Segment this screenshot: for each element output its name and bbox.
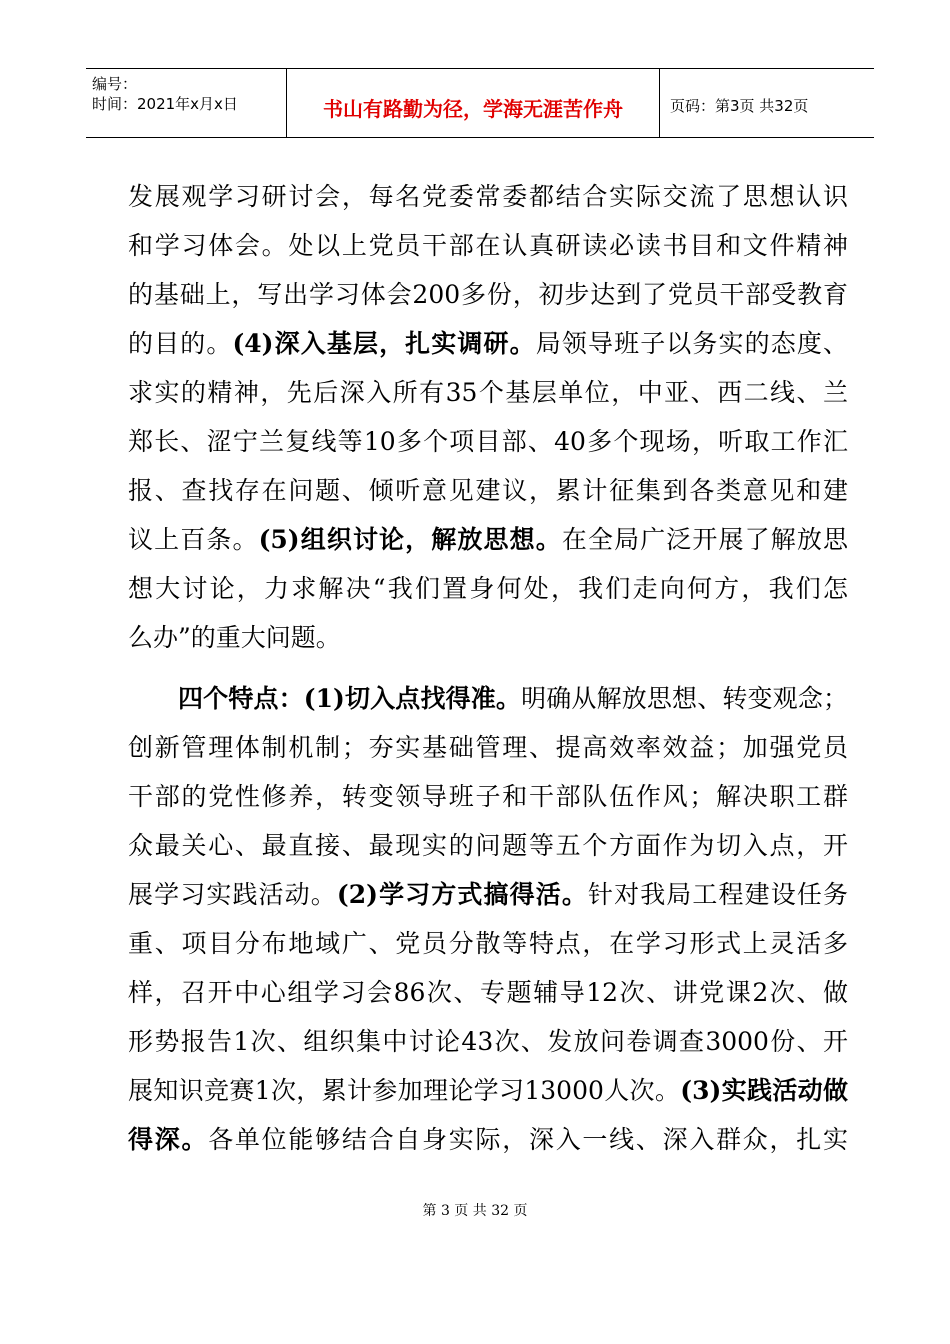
body-text-span: 局领导班子以务实的态度、 (535, 329, 848, 358)
body-text-span: 各单位能够结合自身实际，深入一线、深入群众，扎实 (208, 1125, 848, 1154)
body-line: 郑长、涩宁兰复线等10多个项目部、40多个现场，听取工作汇 (128, 427, 848, 456)
body-line: 样，召开中心组学习会86次、专题辅导12次、讲党课2次、做 (128, 978, 848, 1007)
bold-heading-span: (4)深入基层，扎实调研。 (232, 329, 536, 358)
body-text-span: 在全局广泛开展了解放思 (561, 525, 848, 554)
body-text-span: 明确从解放思想、转变观念； (521, 684, 848, 713)
body-line: 创新管理体制机制；夯实基础管理、提高效率效益；加强党员 (128, 733, 848, 762)
body-line: 形势报告1次、组织集中讨论43次、发放问卷调查3000份、开 (128, 1027, 848, 1056)
bold-heading-span: (3)实践活动做 (680, 1076, 849, 1105)
bold-heading-span: (2)学习方式搞得活。 (336, 880, 588, 909)
document-number-label: 编号： (92, 75, 138, 93)
body-line: 重、项目分布地域广、党员分散等特点，在学习形式上灵活多 (128, 929, 848, 958)
page-footer: 第 3 页 共 32 页 (422, 1203, 528, 1219)
body-line: 么办”的重大问题。 (128, 623, 341, 652)
body-line (128, 674, 848, 723)
bold-heading-span: 得深。 (128, 1125, 209, 1154)
bold-heading-span: 四个特点：(1)切入点找得准。 (178, 684, 522, 713)
body-text-span: 展学习实践活动。 (128, 880, 337, 909)
body-line: 报、查找存在问题、倾听意见建议，累计征集到各类意见和建 (128, 476, 848, 505)
body-text-span: 的目的。 (128, 329, 233, 358)
bold-heading-span: (5)组织讨论，解放思想。 (258, 525, 562, 554)
body-line (128, 1066, 848, 1115)
body-line: 发展观学习研讨会，每名党委常委都结合实际交流了思想认识 (128, 182, 848, 211)
body-line (128, 515, 848, 564)
header-motto: 书山有路勤为径，学海无涯苦作舟 (323, 97, 623, 121)
header-page-code: 页码：第3页 共32页 (670, 97, 809, 115)
body-line: 想大讨论，力求解决“我们置身何处，我们走向何方，我们怎 (128, 574, 848, 603)
body-line: 求实的精神，先后深入所有35个基层单位，中亚、西二线、兰 (128, 378, 848, 407)
page-header (86, 68, 874, 138)
header-meta-cell (86, 69, 287, 137)
body-text-span: 针对我局工程建设任务 (587, 880, 848, 909)
body-line (128, 1115, 848, 1164)
paragraph-gap (128, 662, 848, 674)
body-line (128, 870, 848, 919)
header-page-cell (660, 69, 874, 137)
body-line: 和学习体会。处以上党员干部在认真研读必读书目和文件精神 (128, 231, 848, 260)
body-text-span: 议上百条。 (128, 525, 259, 554)
document-time-label: 时间：2021年x月x日 (92, 95, 238, 113)
header-motto-cell (287, 69, 660, 137)
body-text-span: 展知识竞赛1次，累计参加理论学习13000人次。 (128, 1076, 681, 1105)
body-line (128, 319, 848, 368)
document-body (128, 172, 848, 1164)
body-line: 众最关心、最直接、最现实的问题等五个方面作为切入点，开 (128, 831, 848, 860)
body-line: 干部的党性修养，转变领导班子和干部队伍作风；解决职工群 (128, 782, 848, 811)
body-line: 的基础上，写出学习体会200多份，初步达到了党员干部受教育 (128, 280, 848, 309)
